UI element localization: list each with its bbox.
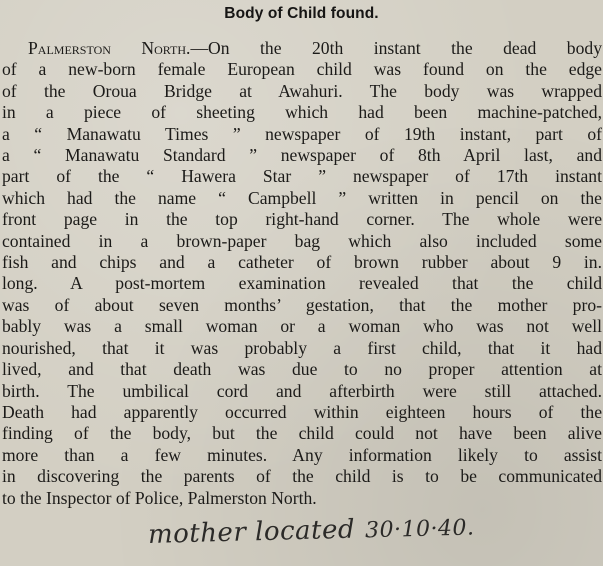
article-line-16: lived, and that death was due to no proper attention at bbox=[2, 359, 602, 380]
article-line-12: long. A post-mortem examination revealed that the child bbox=[2, 273, 602, 294]
article-line-20: more than a few minutes. Any information likely to assist bbox=[2, 444, 602, 465]
article-line-10: contained in a brown-paper bag which also included some bbox=[2, 230, 602, 251]
article-line-8: which had the name “ Campbell ” written in pencil on the bbox=[2, 187, 602, 208]
article-line-11: fish and chips and a catheter of brown rubber about 9 in. bbox=[2, 252, 602, 273]
article-line-18: Death had apparently occurred within eighteen hours of the bbox=[2, 401, 602, 422]
headline: Body of Child found. bbox=[224, 5, 379, 22]
article-body bbox=[2, 38, 602, 509]
handwritten-date: 30·10·40. bbox=[364, 515, 475, 544]
article-line-1 bbox=[2, 38, 602, 59]
article-line-6: a “ Manawatu Standard ” newspaper of 8th April last, and bbox=[2, 145, 602, 166]
handwritten-note: mother located bbox=[147, 514, 356, 550]
article-line-22: to the Inspector of Police, Palmerston North. bbox=[2, 487, 317, 508]
article-line-21: in discovering the parents of the child is to be communicated bbox=[2, 466, 602, 487]
article-line-13: was of about seven months’ gestation, that the mother pro- bbox=[2, 294, 602, 315]
dateline: Palmerston North. bbox=[28, 38, 191, 58]
article-line-2: of a new-born female European child was found on the edge bbox=[2, 59, 602, 80]
article-line-5: a “ Manawatu Times ” newspaper of 19th instant, part of bbox=[2, 123, 602, 144]
article-line-4: in a piece of sheeting which had been machine-patched, bbox=[2, 102, 602, 123]
article-line-15: nourished, that it was probably a first child, that it had bbox=[2, 337, 602, 358]
article-line-14: bably was a small woman or a woman who was not well bbox=[2, 316, 602, 337]
article-line-7: part of the “ Hawera Star ” newspaper of 17th instant bbox=[2, 166, 602, 187]
article-line-19: finding of the body, but the child could not have been alive bbox=[2, 423, 602, 444]
article-line-17: birth. The umbilical cord and afterbirth were still attached. bbox=[2, 380, 602, 401]
article-line-9: front page in the top right-hand corner. The whole were bbox=[2, 209, 602, 230]
article-line-1-text: —On the 20th instant the dead body bbox=[190, 38, 602, 58]
article-line-3: of the Oroua Bridge at Awahuri. The body was wrapped bbox=[2, 80, 602, 101]
